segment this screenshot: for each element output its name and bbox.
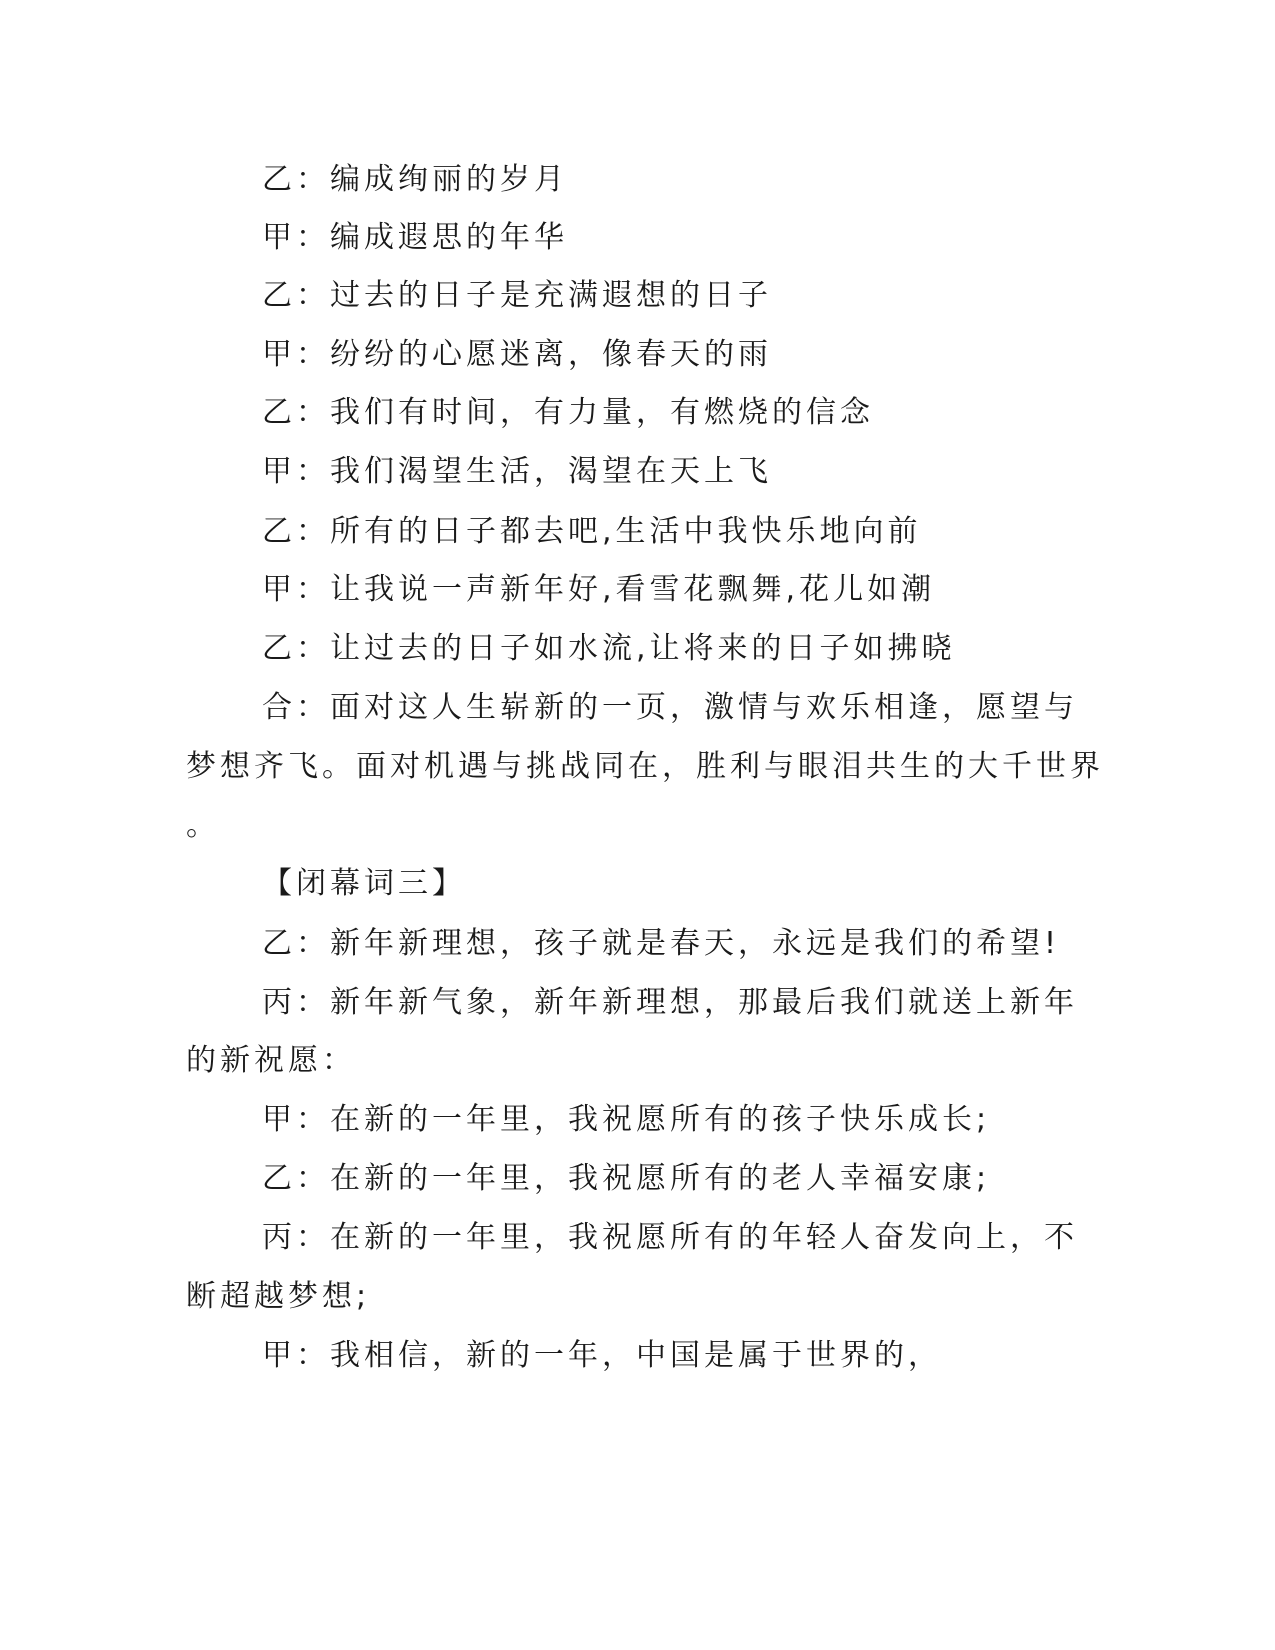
dialogue-line: 乙：新年新理想，孩子就是春天，永远是我们的希望!	[262, 926, 1061, 961]
dialogue-line: 丙：在新的一年里，我祝愿所有的年轻人奋发向上，不	[262, 1220, 1078, 1255]
dialogue-line: 甲：在新的一年里，我祝愿所有的孩子快乐成长;	[262, 1102, 991, 1137]
dialogue-line: 乙：所有的日子都去吧,生活中我快乐地向前	[262, 514, 922, 549]
paragraph-continuation: 。	[186, 808, 220, 843]
section-heading: 【闭幕词三】	[262, 866, 466, 901]
dialogue-line: 甲：编成遐思的年华	[262, 220, 568, 255]
dialogue-line: 乙：我们有时间，有力量，有燃烧的信念	[262, 395, 874, 430]
paragraph-continuation: 的新祝愿：	[186, 1043, 356, 1078]
dialogue-line: 甲：纷纷的心愿迷离，像春天的雨	[262, 337, 772, 372]
dialogue-line: 合：面对这人生崭新的一页，激情与欢乐相逢，愿望与	[262, 690, 1078, 725]
dialogue-line: 乙：过去的日子是充满遐想的日子	[262, 278, 772, 313]
dialogue-line: 甲：我们渴望生活，渴望在天上飞	[262, 454, 772, 489]
dialogue-line: 乙：在新的一年里，我祝愿所有的老人幸福安康;	[262, 1161, 991, 1196]
paragraph-continuation: 梦想齐飞。面对机遇与挑战同在，胜利与眼泪共生的大千世界	[186, 749, 1104, 784]
dialogue-line: 乙：让过去的日子如水流,让将来的日子如拂晓	[262, 631, 956, 666]
dialogue-line: 甲：我相信，新的一年，中国是属于世界的，	[262, 1338, 942, 1373]
paragraph-continuation: 断超越梦想;	[186, 1279, 371, 1314]
dialogue-line: 丙：新年新气象，新年新理想，那最后我们就送上新年	[262, 985, 1078, 1020]
dialogue-line: 甲：让我说一声新年好,看雪花飘舞,花儿如潮	[262, 572, 936, 607]
dialogue-line: 乙：编成绚丽的岁月	[262, 162, 568, 197]
